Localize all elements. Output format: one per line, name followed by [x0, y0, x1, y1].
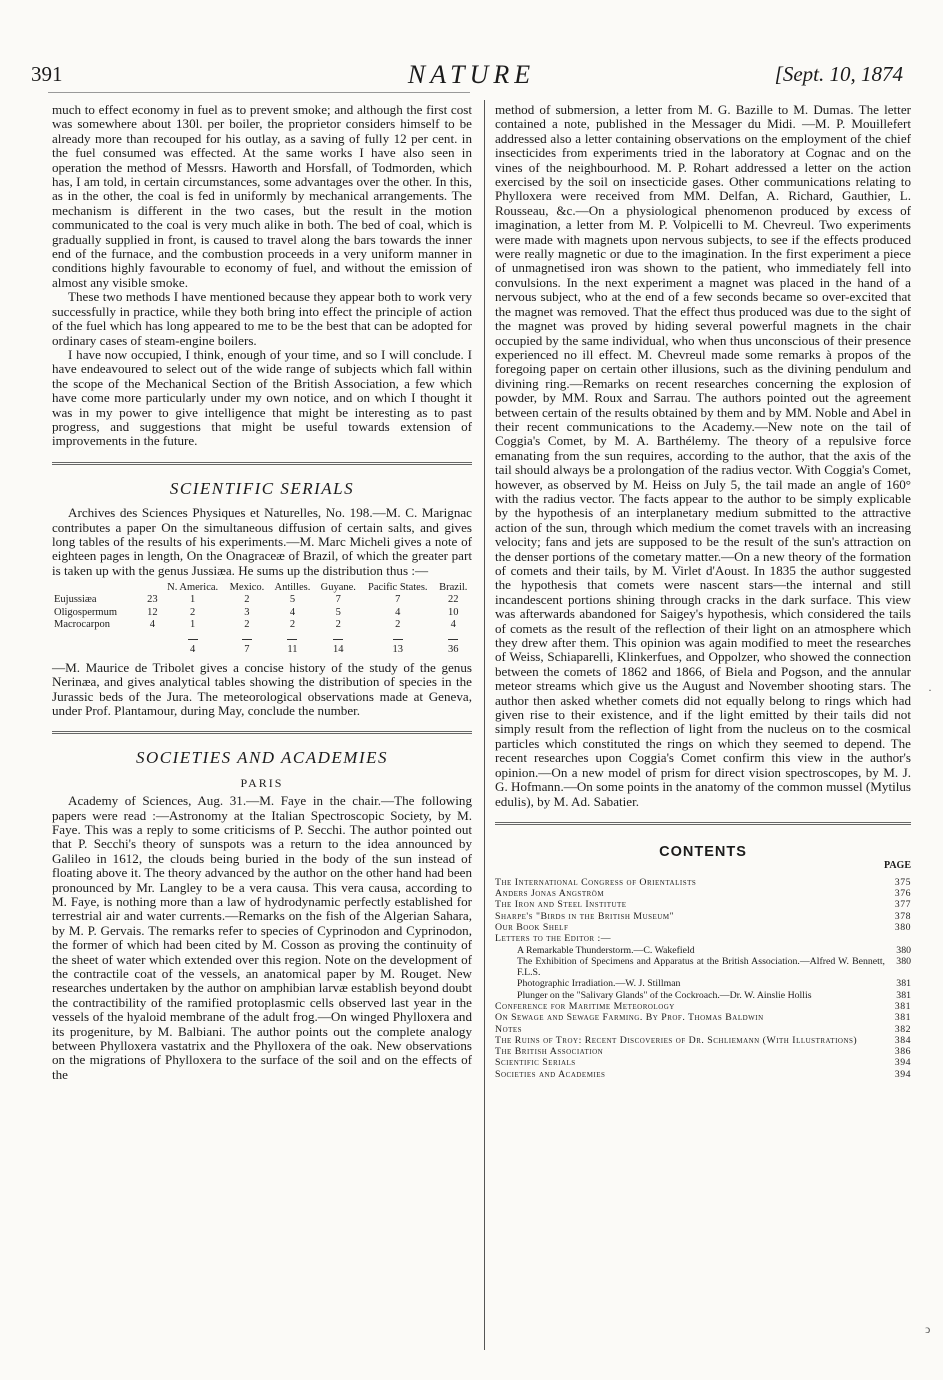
table-cell: 1	[190, 619, 196, 631]
subheading-paris: PARIS	[240, 775, 284, 790]
contents-item-title: Scientific Serials	[495, 1057, 576, 1069]
contents-item	[495, 899, 911, 910]
table-cell: 2	[190, 606, 196, 618]
contents-item-page: 394	[894, 1057, 911, 1069]
table-rule-row	[52, 632, 472, 645]
table-cell: 1	[190, 594, 196, 606]
contents-item	[495, 1035, 911, 1046]
contents-item-page: 381	[894, 1000, 911, 1012]
right-column	[495, 103, 911, 1080]
contents-item	[495, 1069, 911, 1080]
contents-item-page: 380	[896, 955, 911, 967]
table-header-row	[52, 582, 472, 594]
table-cell: 4	[395, 606, 401, 618]
table-header: Antilles.	[274, 582, 311, 594]
contents-item-page: 376	[894, 888, 911, 900]
contents-item-title: Plunger on the "Salivary Glands" of the Cockroach.—Dr. W. Ainslie Hollis	[517, 989, 812, 1001]
paragraph: Academy of Sciences, Aug. 31.—M. Faye in the chair.—The following papers were read :—Astronomy at the Italian Spectroscopic Society, by M. Faye. This was a reply to some criticisms of P. Secchi. The author pointed out that P. Secchi's theory of sunspots was a return to the idea announced by Galileo in 1612, the clouds being buried in the body of the sun instead of floating above it. The theory advanced by the author on the other hand had been pronounced by Mr. Langley to be a vera causa. This vera causa, according to M. Faye, is nothing more than a law of hydrodynamic perfectly established for terrestrial air and water currents.—Remarks on the fish of the Algerian Sahara, by M. P. Gervais. The remarks refer to species of Cyprinodon and Cyprinodon, the former of which had been cited by M. Cosson as proving the continuity of the sheet of water which extended over this region. Note on the development of the contractile coat of the vessels, an anatomical paper by M. Rouget. New researches undertaken by the author on amphibian larvæ establish beyond doubt the contractibility of the ramified protoplasmic cells observed last year in the vessels of the hyaloid membrane of the adult frog.—On winged Phylloxera and its progeniture, by M. Balbiani. The author points out the complete analogy between Phylloxera vastatrix and the Phylloxera of the oak. New observations on the migrations of Phylloxera to the surface of the soil and on the effects of the	[52, 793, 472, 1082]
margin-mark: ↄ	[925, 1322, 931, 1336]
table-cell: 7	[395, 594, 401, 606]
table-cell: 2	[289, 619, 296, 631]
contents-item-title: Our Book Shelf	[495, 921, 569, 933]
distribution-table	[52, 582, 472, 657]
contents-item-page: 381	[896, 989, 911, 1001]
contents-item	[495, 1057, 911, 1068]
contents-item-title: The Iron and Steel Institute	[495, 899, 627, 911]
left-column	[52, 103, 472, 1082]
table-cell: 2	[335, 619, 341, 631]
table-row	[52, 619, 472, 632]
table-cell: Eujussiæa	[54, 594, 97, 606]
table-cell: 22	[448, 594, 459, 606]
contents-item	[495, 990, 911, 1001]
table-header: Mexico.	[229, 582, 265, 594]
table-total-cell: 4	[190, 644, 196, 656]
contents-item-title: Conference for Maritime Meteorology	[495, 1000, 675, 1012]
table-cell: 2	[244, 619, 250, 631]
contents-item-page: 377	[894, 899, 911, 911]
table-cell: 4	[450, 619, 456, 631]
table-cell: 2	[244, 594, 250, 606]
table-cell: Macrocarpon	[54, 619, 110, 631]
table-total-row	[52, 644, 472, 657]
contents-item	[495, 978, 911, 989]
contents-item-page: 380	[896, 944, 911, 956]
paragraph: Archives des Sciences Physiques et Naturelles, No. 198.—M. C. Marignac contributes a paper On the simultaneous diffusion of certain salts, and gives long tables of the results of his experiments.—M. Marc Micheli gives a note of eighteen pages in length, On the Onagraceæ of Brazil, of which the greater part is taken up with the genus Jussiæa. He sums up the distribution thus :—	[52, 505, 472, 578]
table-cell: 3	[244, 606, 250, 618]
contents-heading: CONTENTS	[659, 843, 747, 860]
contents-item-title: Anders Jonas Angström	[495, 888, 605, 900]
contents-item-title: Letters to the Editor :—	[495, 933, 612, 945]
contents-item-title: On Sewage and Sewage Farming. By Prof. Thomas Baldwin	[495, 1012, 764, 1024]
contents-item	[495, 888, 911, 899]
section-divider	[52, 462, 472, 465]
table-header: Brazil.	[439, 582, 468, 594]
table-row	[52, 607, 472, 620]
contents-item-title: The International Congress of Orientalists	[495, 876, 697, 888]
page-number: 391	[31, 62, 63, 86]
paragraph: method of submersion, a letter from M. G. Bazille to M. Dumas. The letter contained a note, published in the Messager du Midi. —M. P. Mouillefert addressed also a letter containing observations on the employment of the chief insecticides from experiments tried in the laboratory at Cognac and on the vines of the neighbourhood. M. P. Rohart addressed a letter on the action exercised by the soil on insecticide gases. Other communications relating to Phylloxera were received from MM. Delfan, A. Richard, Gauthier, L. Rousseau, &c.—On a physiological phenomenon produced by excess of imagination, a letter from M. P. Volpicelli to M. Chevreul. Two experiments were made with magnets upon nervous subjects, to see if the effects produced were really magnetic or due to the imagination. In the first experiment a piece of unmagnetised iron was shown to the patient, who immediately fell into convulsions. In the next experiment a magnet was placed in the hand of a nervous subject, who at the end of a few seconds became so over-excited that the magnet was removed. That the effect thus produced was due to the sight of the magnet was proved by hiding several powerful magnets in the chair occupied by the same individual, who when thus unconscious of their presence experienced no ill effect. M. Chevreul made some remarks à propos of the foregoing paper on certain other illusions, such as the divining pendulum and divining ring.—Remarks on recent researches concerning the explosion of powder, by MM. Roux and Sarrau. The authors pointed out the agreement between certain of the results obtained by them and by MM. Noble and Abel in their recent communications to the Academy.—New note on the tail of Coggia's Comet, by M. A. Barthélemy. The theory of a repulsive force emanating from the sun requires, according to the author, that the axis of the tail should always be a prolongation of the radius vector. With Coggia's Comet, however, as observed by M. Heiss on July 5, the tail made an angle of 160° with the radius vector. The facts appear to the author to be simply explicable by the hypothesis of an interplanetary medium submitted to the attractive action of the sun, through which medium the comet travels with an increasing velocity; fans and jets are supposed to be the result of the sun's attraction on the denser portions of the cometary matter.—On a new theory of the formation of comets and their tails, by M. Virlet d'Aoust. In 1835 the author suggested the hypothesis that comets were nascent stars—the internal and still incandescent portions shining through cracks in the dark surface. This view was afterwards abandoned for Saigey's hypothesis, which considered the tails of comets as the result of the reflection of their light on an atmosphere which they drew after them. This opinion was again modified to meet the researches of Weiss, Schiaparelli, Klinkerfues, and Oppolzer, who showed the connection between the comets of 1862 and 1866, of Biela and Pogson, and the annular meteor streams which give us the August and November shooting stars. The author then asked whether comets did not equally belong to rings which had given rise to their existence, and if the light emitted by their tails did not simply result from the reflection of light from the nucleus on to the cosmical particles which constituted the rings on which they seemed to depend. The recent researches upon Coggia's Comet confirm this view in the author's opinion.—On a new model of prism for direct vision spectroscopes, by M. J. G. Hofmann.—On some points in the anatomy of the common mussel (Mytilus edulis), by M. Ad. Sabatier.	[495, 102, 911, 809]
contents-item-title: The British Association	[495, 1046, 604, 1058]
paragraph: —M. Maurice de Tribolet gives a concise history of the study of the genus Nerinæa, and gives analytical tables showing the distribution of species in the Jurassic beds of the Jura. The meteorological observations made at Geneva, under Prof. Plantamour, during May, conclude the number.	[52, 659, 472, 718]
issue-date: [Sept. 10, 1874	[774, 62, 903, 86]
contents-item	[495, 922, 911, 933]
contents-item	[495, 1001, 911, 1012]
header-rule	[48, 92, 470, 93]
section-heading-societies: SOCIETIES AND ACADEMIES	[135, 748, 389, 768]
table-cell: 10	[448, 606, 459, 618]
contents-item	[495, 1046, 911, 1057]
contents-item	[495, 1024, 911, 1035]
section-heading-serials: SCIENTIFIC SERIALS	[169, 478, 355, 498]
contents-item-page: 381	[894, 1012, 911, 1024]
margin-mark: ·	[928, 683, 932, 697]
contents-item	[495, 877, 911, 888]
table-cell: 23	[147, 594, 158, 606]
table-header: N. America.	[167, 582, 219, 594]
contents-item-page: 386	[894, 1046, 911, 1058]
table-header	[52, 582, 144, 594]
contents-item-page: 381	[896, 978, 911, 990]
contents-item-title: Notes	[495, 1023, 523, 1035]
paragraph: These two methods I have mentioned because they appear both to work very successfully in practice, while they both bring into effect the principle of action of the fuel which has long appeared to me to be the best that can be adopted for ordinary cases of steam-engine boilers.	[52, 289, 472, 348]
contents-item-title: The Ruins of Troy: Recent Discoveries of Dr. Schliemann (With Illustrations)	[495, 1034, 858, 1046]
table-cell: 4	[149, 619, 156, 631]
table-total-cell: 11	[287, 644, 298, 656]
contents-item	[495, 933, 911, 944]
table-cell: 4	[289, 606, 296, 618]
contents-item-page: 375	[894, 876, 911, 888]
contents-item-title: A Remarkable Thunderstorm.—C. Wakefield	[517, 944, 695, 956]
section-divider	[52, 731, 472, 734]
contents-item	[495, 945, 911, 956]
table-cell: 5	[335, 606, 341, 618]
table-cell: 7	[335, 594, 341, 606]
contents-item-page: 384	[894, 1034, 911, 1046]
paragraph: I have now occupied, I think, enough of your time, and so I will conclude. I have endeavoured to select out of the wide range of subjects which fall within the scope of the Mechanical Section of the British Association, a few which have come more particularly under my own notice, and on which I thought it was in my power to give intelligence that might be interesting as to past progress, and suggestions that might be useful towards extension of improvements in the future.	[52, 346, 472, 449]
table-cell: Oligospermum	[54, 606, 117, 618]
table-cell: 2	[395, 619, 401, 631]
contents-item	[495, 911, 911, 922]
table-cell: 12	[147, 606, 158, 618]
contents-page-label: PAGE	[883, 860, 911, 872]
contents-item-title: Sharpe's "Birds in the British Museum"	[495, 910, 675, 922]
contents-item-title: The Exhibition of Specimens and Apparatus at the British Association.—Alfred W. Bennett, F.L.S.	[517, 955, 885, 979]
contents-item-page: 394	[894, 1068, 911, 1080]
contents-item	[495, 1012, 911, 1023]
journal-title: NATURE	[407, 60, 536, 89]
table-header: Guyane.	[320, 582, 356, 594]
section-divider	[495, 822, 911, 825]
contents-item-page: 378	[894, 910, 911, 922]
contents-item	[495, 956, 911, 979]
contents-item-title: Societies and Academies	[495, 1068, 606, 1080]
column-divider	[484, 100, 485, 1350]
table-total-cell: 36	[448, 644, 459, 656]
table-total-cell: 13	[392, 644, 404, 656]
contents-item-title: Photographic Irradiation.—W. J. Stillman	[517, 978, 681, 990]
page-header	[0, 62, 943, 92]
contents-item-page: 380	[894, 921, 911, 933]
contents-list	[495, 877, 911, 1080]
table-cell: 5	[289, 594, 296, 606]
paragraph: much to effect economy in fuel as to prevent smoke; and although the first cost was somewhere about 130l. per boiler, the proprietor considers himself to be already more than recouped for his outlay, as a saving of fully 12 per cent. in the fuel consumed was effected. At the same works I have also seen in operation the method of Messrs. Haworth and Horsfall, of Todmorden, which has, I am told, in certain circumstances, some advantages over the other. In this, as in the other, the coal is fed in uniformly by mechanical arrangements. The mechanism is different in the two cases, but the result in the motion communicated to the coal is very much alike in both. The bed of coal, which is gradually supplied in front, is caused to travel along the bars towards the inner end of the furnace, and the combustion proceeds in a very uniform manner in conditions highly favourable to economy of fuel, and without the emission of almost any visible smoke.	[52, 102, 472, 290]
table-header: Pacific States.	[368, 582, 428, 594]
table-total-cell: 7	[244, 644, 250, 656]
table-total-cell: 14	[333, 644, 344, 656]
table-row	[52, 594, 472, 607]
contents-item-page: 382	[894, 1023, 911, 1035]
